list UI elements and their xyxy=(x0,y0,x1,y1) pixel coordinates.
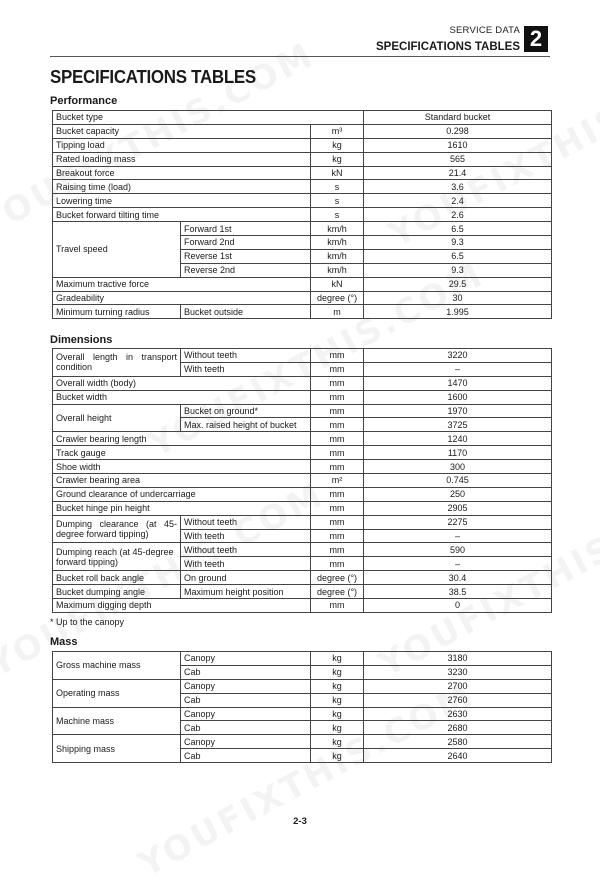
page-title: SPECIFICATIONS TABLES xyxy=(50,67,256,87)
value-cell: 1600 xyxy=(364,390,552,404)
table-row xyxy=(53,515,552,529)
sub-label: Cab xyxy=(181,665,311,679)
unit-cell: mm xyxy=(311,376,364,390)
value-cell: 9.3 xyxy=(364,236,552,250)
value-cell: 250 xyxy=(364,487,552,501)
unit-cell: mm xyxy=(311,501,364,515)
unit-cell: mm xyxy=(311,446,364,460)
row-label: Raising time (load) xyxy=(53,180,311,194)
table-row xyxy=(53,404,552,418)
sub-label: Forward 2nd xyxy=(181,236,311,250)
row-label: Track gauge xyxy=(53,446,311,460)
value-cell: 2580 xyxy=(364,735,552,749)
row-label: Travel speed xyxy=(53,222,181,278)
table-row xyxy=(53,501,552,515)
value-cell: – xyxy=(364,362,552,376)
unit-cell: degree (°) xyxy=(311,585,364,599)
sub-label: With teeth xyxy=(181,362,311,376)
chapter-number-badge: 2 xyxy=(524,26,548,52)
value-cell: 6.5 xyxy=(364,249,552,263)
table-row xyxy=(53,277,552,291)
value-cell: 30 xyxy=(364,291,552,305)
row-label: Shoe width xyxy=(53,460,311,474)
row-label: Crawler bearing area xyxy=(53,474,311,488)
value-cell: 590 xyxy=(364,543,552,557)
table-row xyxy=(53,432,552,446)
row-label: Bucket roll back angle xyxy=(53,571,181,585)
unit-cell: m xyxy=(311,305,364,319)
unit-cell: mm xyxy=(311,529,364,543)
value-cell: 565 xyxy=(364,152,552,166)
unit-cell: degree (°) xyxy=(311,571,364,585)
sub-label: Canopy xyxy=(181,735,311,749)
sub-label: Without teeth xyxy=(181,543,311,557)
sub-label: With teeth xyxy=(181,529,311,543)
value-cell: 6.5 xyxy=(364,222,552,236)
table-row xyxy=(53,707,552,721)
value-cell: 0.745 xyxy=(364,474,552,488)
unit-cell: mm xyxy=(311,418,364,432)
sub-label: Max. raised height of bucket xyxy=(181,418,311,432)
row-label: Lowering time xyxy=(53,194,311,208)
value-cell: 3.6 xyxy=(364,180,552,194)
unit-cell: km/h xyxy=(311,249,364,263)
table-row xyxy=(53,222,552,236)
table-row xyxy=(53,446,552,460)
header-cell: Bucket type xyxy=(53,111,364,125)
row-label: Ground clearance of undercarriage xyxy=(53,487,311,501)
row-label: Maximum tractive force xyxy=(53,277,311,291)
table-row xyxy=(53,194,552,208)
table-row xyxy=(53,460,552,474)
table-row xyxy=(53,111,552,125)
unit-cell: kg xyxy=(311,721,364,735)
value-cell: 3220 xyxy=(364,349,552,363)
value-cell: 21.4 xyxy=(364,166,552,180)
table-row xyxy=(53,652,552,666)
table-row xyxy=(53,305,552,319)
row-label: Bucket capacity xyxy=(53,124,311,138)
unit-cell: kg xyxy=(311,138,364,152)
header-cell: Standard bucket xyxy=(364,111,552,125)
row-label: Bucket dumping angle xyxy=(53,585,181,599)
row-label: Bucket hinge pin height xyxy=(53,501,311,515)
sub-label: Reverse 1st xyxy=(181,249,311,263)
value-cell: 2630 xyxy=(364,707,552,721)
row-label: Breakout force xyxy=(53,166,311,180)
unit-cell: kg xyxy=(311,679,364,693)
sub-label: Canopy xyxy=(181,707,311,721)
footnote: * Up to the canopy xyxy=(50,617,125,627)
unit-cell: km/h xyxy=(311,236,364,250)
unit-cell: kg xyxy=(311,152,364,166)
unit-cell: kg xyxy=(311,652,364,666)
table-row xyxy=(53,585,552,599)
value-cell: 9.3 xyxy=(364,263,552,277)
unit-cell: mm xyxy=(311,599,364,613)
unit-cell: km/h xyxy=(311,263,364,277)
value-cell: 3180 xyxy=(364,652,552,666)
row-label: Gross machine mass xyxy=(53,652,181,680)
row-label: Overall width (body) xyxy=(53,376,311,390)
unit-cell: mm xyxy=(311,460,364,474)
page-number: 2-3 xyxy=(293,816,307,827)
sub-label: Without teeth xyxy=(181,515,311,529)
table-row xyxy=(53,679,552,693)
unit-cell: mm xyxy=(311,404,364,418)
sub-label: Bucket outside xyxy=(181,305,311,319)
value-cell: 1610 xyxy=(364,138,552,152)
row-label: Bucket forward tilting time xyxy=(53,208,311,222)
table-row xyxy=(53,166,552,180)
unit-cell: mm xyxy=(311,390,364,404)
unit-cell: mm xyxy=(311,557,364,571)
table-row xyxy=(53,349,552,363)
sub-label: On ground xyxy=(181,571,311,585)
row-label: Operating mass xyxy=(53,679,181,707)
unit-cell: km/h xyxy=(311,222,364,236)
value-cell: 1.995 xyxy=(364,305,552,319)
row-label: Minimum turning radius xyxy=(53,305,181,319)
value-cell: 0 xyxy=(364,599,552,613)
value-cell: 3725 xyxy=(364,418,552,432)
unit-cell: s xyxy=(311,194,364,208)
value-cell: 300 xyxy=(364,460,552,474)
sub-label: Canopy xyxy=(181,679,311,693)
row-label: Shipping mass xyxy=(53,735,181,763)
table-row xyxy=(53,124,552,138)
table-row xyxy=(53,487,552,501)
running-header xyxy=(376,25,520,54)
value-cell: 2.4 xyxy=(364,194,552,208)
table-row xyxy=(53,138,552,152)
value-cell: 2700 xyxy=(364,679,552,693)
performance-table xyxy=(52,110,552,319)
sub-label: Forward 1st xyxy=(181,222,311,236)
value-cell: 2680 xyxy=(364,721,552,735)
row-label: Overall length in transport condition xyxy=(53,349,181,377)
sub-label: Maximum height position xyxy=(181,585,311,599)
value-cell: 0.298 xyxy=(364,124,552,138)
row-label: Tipping load xyxy=(53,138,311,152)
table-row xyxy=(53,735,552,749)
unit-cell: kg xyxy=(311,665,364,679)
table-row xyxy=(53,390,552,404)
value-cell: 2760 xyxy=(364,693,552,707)
value-cell: 2905 xyxy=(364,501,552,515)
row-label: Gradeability xyxy=(53,291,311,305)
sub-label: With teeth xyxy=(181,557,311,571)
unit-cell: m² xyxy=(311,474,364,488)
table-row xyxy=(53,180,552,194)
row-label: Crawler bearing length xyxy=(53,432,311,446)
sub-label: Cab xyxy=(181,693,311,707)
table-row xyxy=(53,474,552,488)
row-label: Maximum digging depth xyxy=(53,599,311,613)
unit-cell: kN xyxy=(311,166,364,180)
value-cell: 2275 xyxy=(364,515,552,529)
value-cell: 2640 xyxy=(364,749,552,763)
unit-cell: s xyxy=(311,180,364,194)
table-row xyxy=(53,208,552,222)
table-row xyxy=(53,571,552,585)
unit-cell: kg xyxy=(311,735,364,749)
header-divider xyxy=(50,56,550,57)
value-cell: – xyxy=(364,557,552,571)
table-row xyxy=(53,291,552,305)
table-row xyxy=(53,599,552,613)
value-cell: 1170 xyxy=(364,446,552,460)
unit-cell: mm xyxy=(311,515,364,529)
row-label: Overall height xyxy=(53,404,181,432)
unit-cell: kg xyxy=(311,707,364,721)
sub-label: Bucket on ground* xyxy=(181,404,311,418)
row-label: Dumping reach (at 45-degree forward tipping) xyxy=(53,543,181,571)
sub-label: Cab xyxy=(181,721,311,735)
dimensions-table xyxy=(52,348,552,613)
unit-cell: kN xyxy=(311,277,364,291)
sub-label: Canopy xyxy=(181,652,311,666)
value-cell: 1970 xyxy=(364,404,552,418)
sub-label: Reverse 2nd xyxy=(181,263,311,277)
value-cell: 38.5 xyxy=(364,585,552,599)
sub-label: Without teeth xyxy=(181,349,311,363)
section-title-performance: Performance xyxy=(50,95,118,107)
unit-cell: m³ xyxy=(311,124,364,138)
value-cell: 1470 xyxy=(364,376,552,390)
mass-table xyxy=(52,651,552,763)
unit-cell: s xyxy=(311,208,364,222)
header-subtitle: SERVICE DATA xyxy=(449,25,520,36)
row-label: Rated loading mass xyxy=(53,152,311,166)
table-row xyxy=(53,152,552,166)
unit-cell: degree (°) xyxy=(311,291,364,305)
unit-cell: mm xyxy=(311,362,364,376)
unit-cell: mm xyxy=(311,432,364,446)
sub-label: Cab xyxy=(181,749,311,763)
unit-cell: kg xyxy=(311,749,364,763)
header-title: SPECIFICATIONS TABLES xyxy=(376,41,520,53)
value-cell: 2.6 xyxy=(364,208,552,222)
unit-cell: kg xyxy=(311,693,364,707)
value-cell: 30.4 xyxy=(364,571,552,585)
table-row xyxy=(53,376,552,390)
row-label: Dumping clearance (at 45-degree forward tipping) xyxy=(53,515,181,543)
table-row xyxy=(53,543,552,557)
value-cell: – xyxy=(364,529,552,543)
section-title-mass: Mass xyxy=(50,636,78,648)
unit-cell: mm xyxy=(311,349,364,363)
row-label: Bucket width xyxy=(53,390,311,404)
unit-cell: mm xyxy=(311,543,364,557)
unit-cell: mm xyxy=(311,487,364,501)
section-title-dimensions: Dimensions xyxy=(50,334,113,346)
value-cell: 29.5 xyxy=(364,277,552,291)
value-cell: 3230 xyxy=(364,665,552,679)
value-cell: 1240 xyxy=(364,432,552,446)
row-label: Machine mass xyxy=(53,707,181,735)
